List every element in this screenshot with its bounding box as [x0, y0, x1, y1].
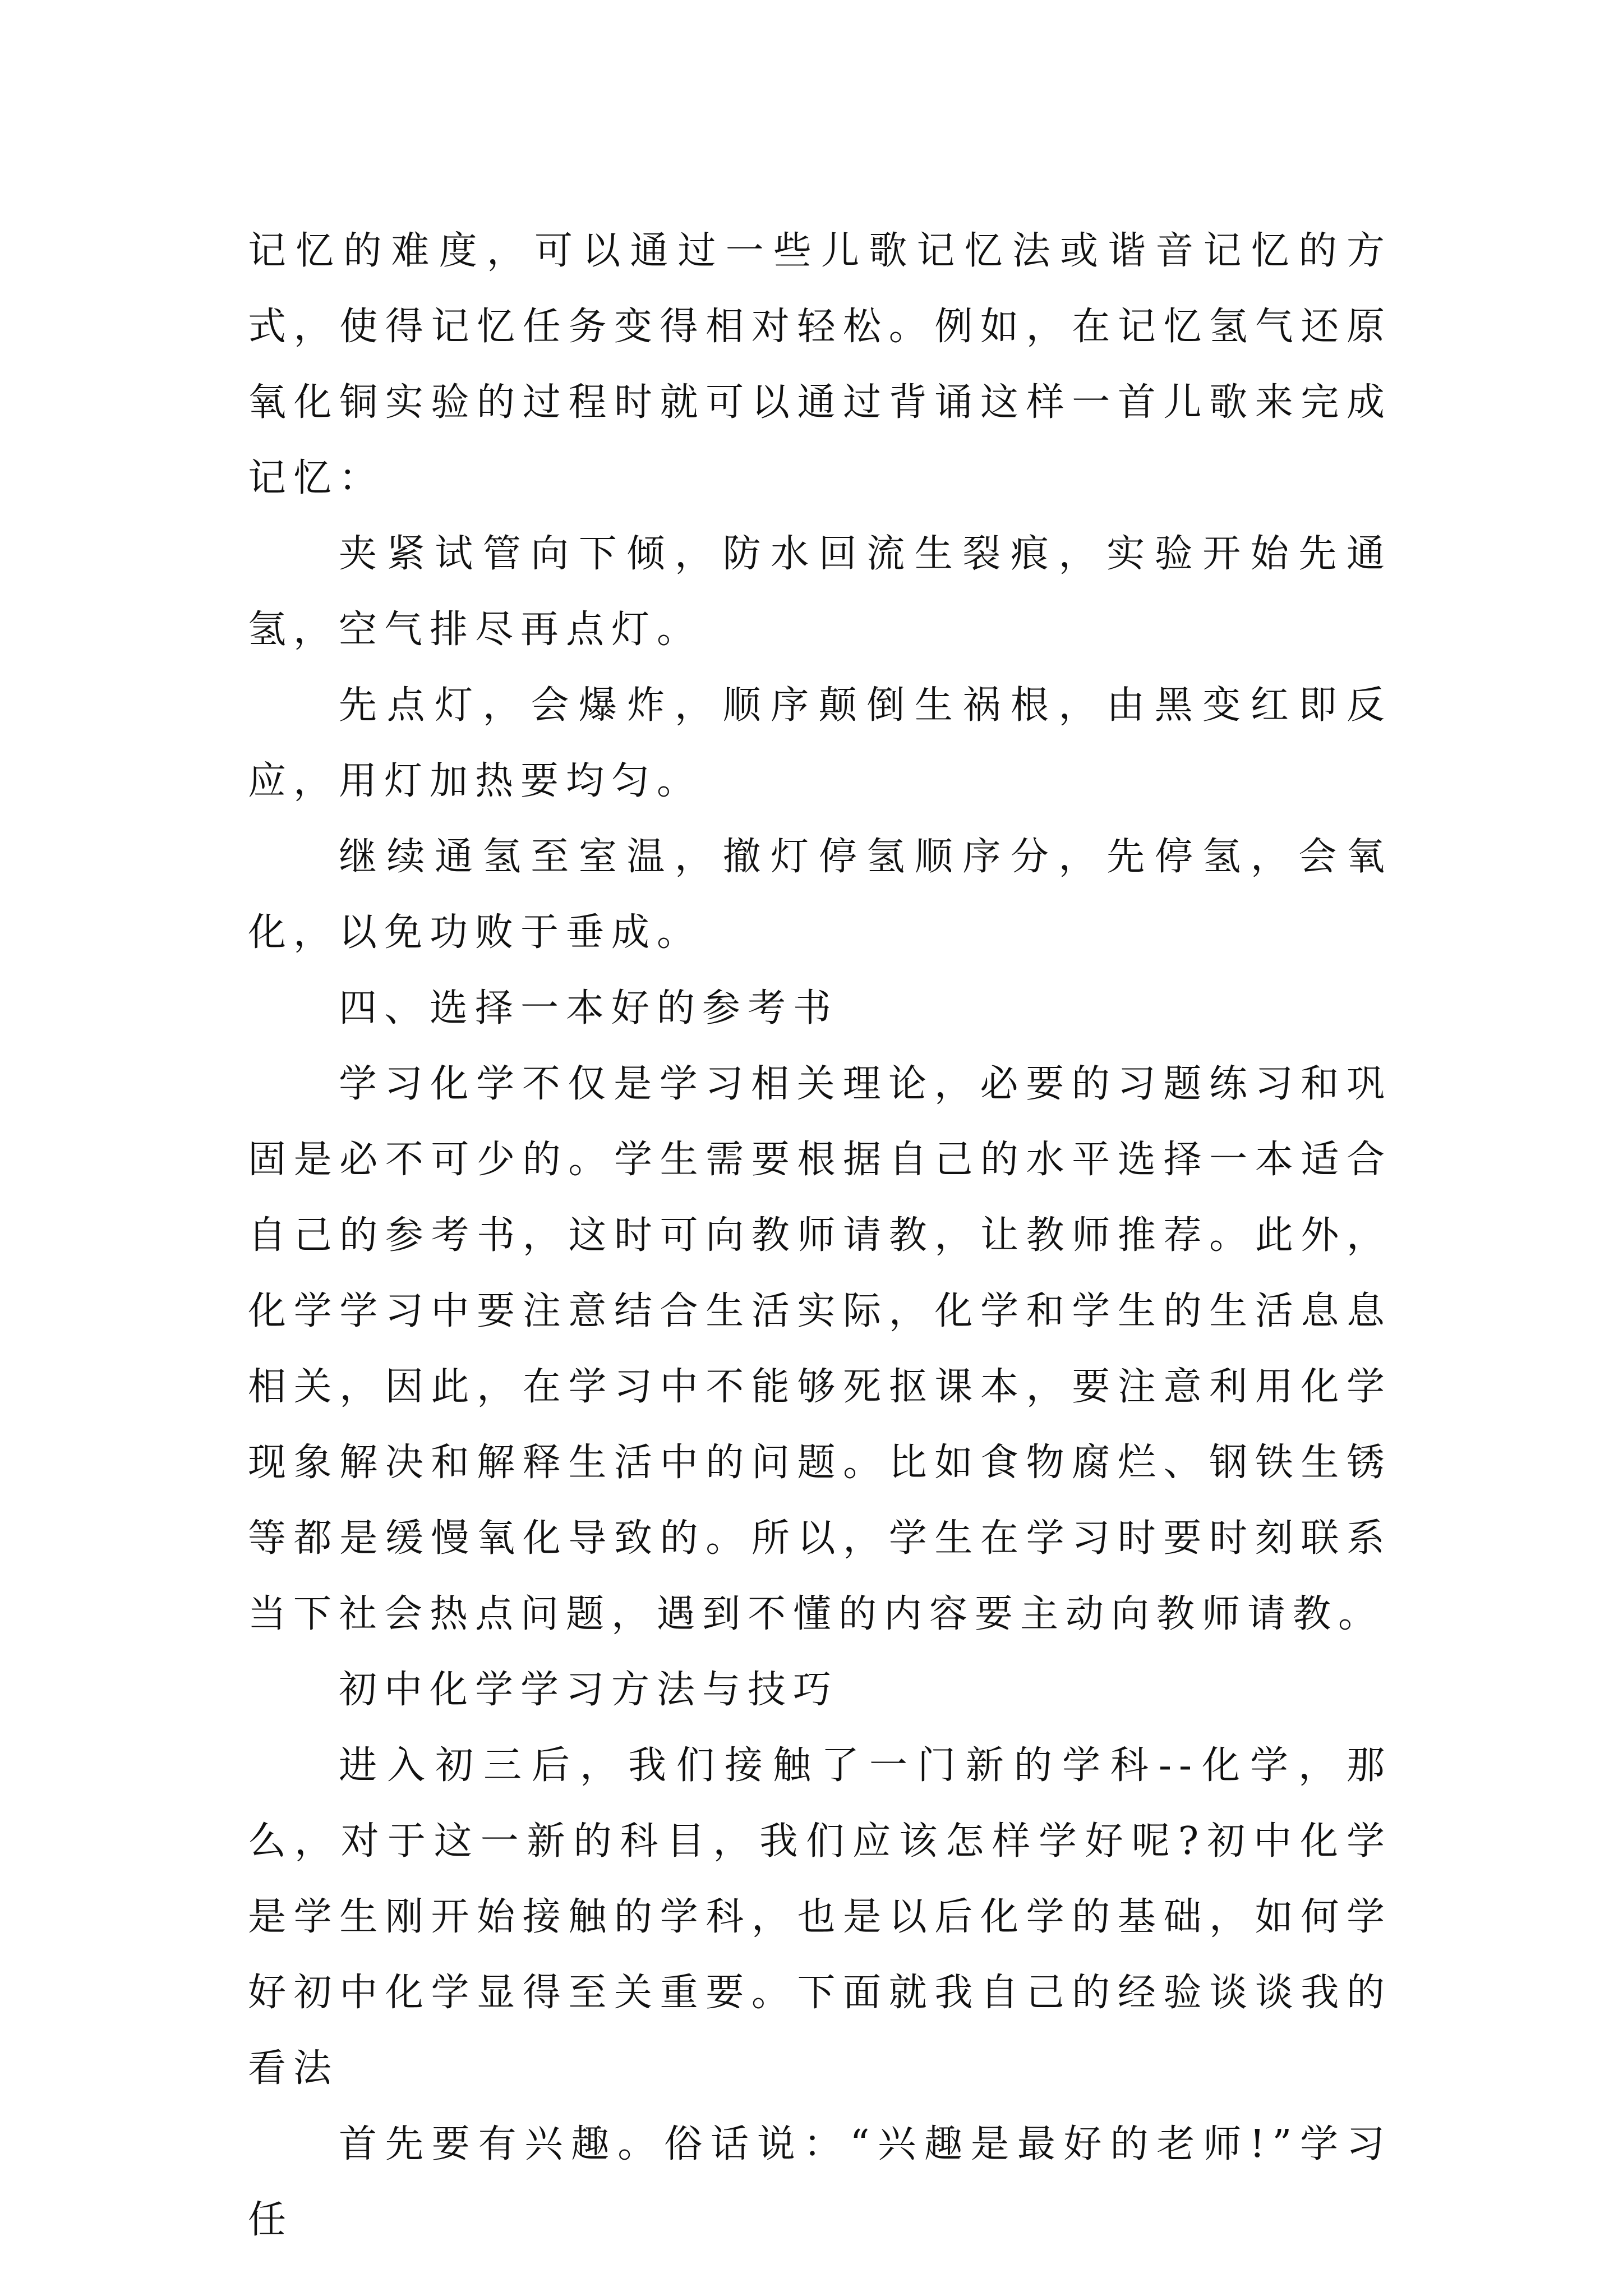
section-heading-reference-book: 四、选择一本好的参考书	[339, 986, 839, 1030]
paragraph-rhyme-line-3: 继续通氢至室温，撤灯停氢顺序分，先停氢，会氧化，以免功败于垂成。	[248, 835, 1392, 955]
paragraph-memory-difficulty: 记忆的难度，可以通过一些儿歌记忆法或谐音记忆的方式，使得记忆任务变得相对轻松。例如，在记忆氢气还原氧化铜实验的过程时就可以通过背诵这样一首儿歌来完成记忆：	[248, 229, 1392, 500]
paragraph-rhyme-line-2: 先点灯，会爆炸，顺序颠倒生祸根，由黑变红即反应，用灯加热要均匀。	[248, 683, 1392, 803]
article-title-chemistry-methods: 初中化学学习方法与技巧	[339, 1668, 839, 1712]
paragraph-rhyme-line-1: 夹紧试管向下倾，防水回流生裂痕，实验开始先通氢，空气排尽再点灯。	[248, 532, 1392, 652]
document-body	[248, 213, 1392, 2258]
paragraph-interest: 首先要有兴趣。俗话说：“兴趣是最好的老师!”学习任	[248, 2122, 1392, 2242]
paragraph-intro: 进入初三后，我们接触了一门新的学科--化学，那么，对于这一新的科目，我们应该怎样学好呢?初中化学是学生刚开始接触的学科，也是以后化学的基础，如何学好初中化学显得至关重要。下面就我自己的经验谈谈我的看法	[248, 1743, 1392, 2091]
paragraph-reference-book: 学习化学不仅是学习相关理论，必要的习题练习和巩固是必不可少的。学生需要根据自己的水平选择一本适合自己的参考书，这时可向教师请教，让教师推荐。此外，化学学习中要注意结合生活实际，化学和学生的生活息息相关，因此，在学习中不能够死抠课本，要注意利用化学现象解决和解释生活中的问题。比如食物腐烂、钢铁生锈等都是缓慢氧化导致的。所以，学生在学习时要时刻联系当下社会热点问题，遇到不懂的内容要主动向教师请教。	[248, 1062, 1392, 1636]
